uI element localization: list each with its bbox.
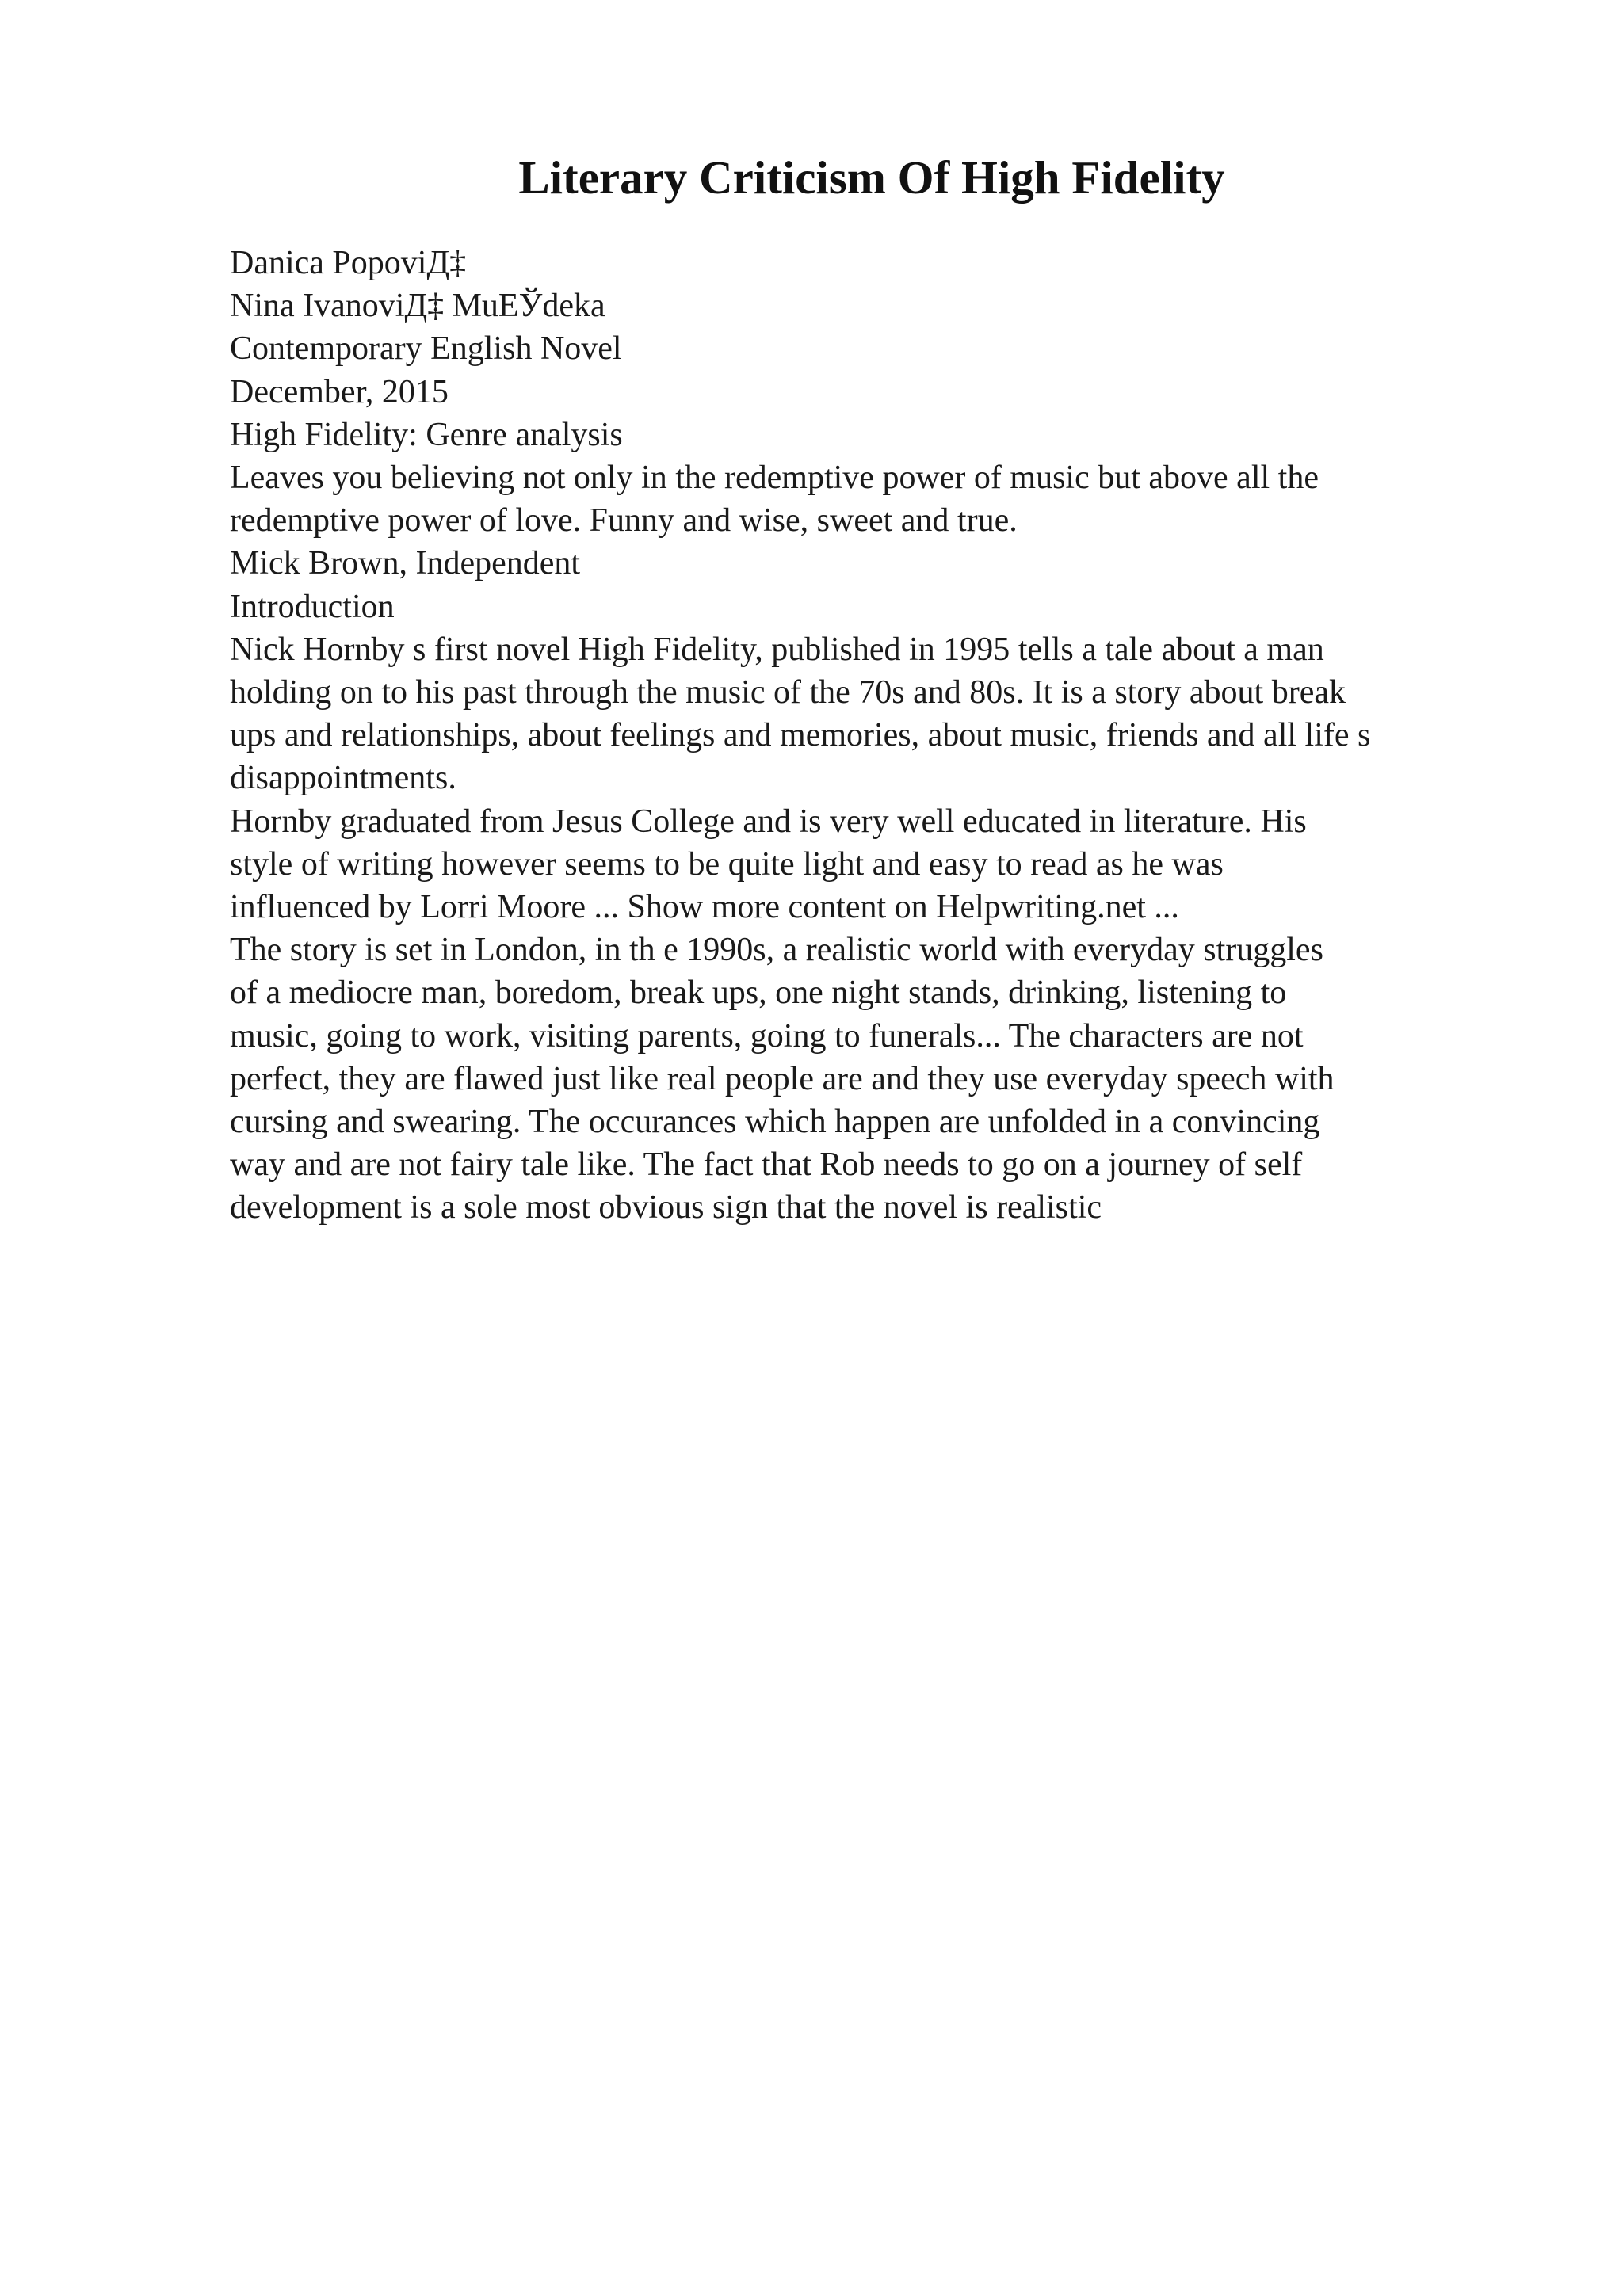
paragraph-line: ups and relationships, about feelings and memories, about music, friends and all life s (230, 717, 1371, 754)
paragraph-line: Nick Hornby s first novel High Fidelity, published in 1995 tells a tale about a man (230, 631, 1324, 668)
paragraph-line: influenced by Lorri Moore ... Show more content on Helpwriting.net ... (230, 889, 1179, 926)
subtitle-line: High Fidelity: Genre analysis (230, 416, 623, 453)
document-body (230, 242, 1514, 1230)
paragraph-line: of a mediocre man, boredom, break ups, one night stands, drinking, listening to (230, 974, 1287, 1012)
paragraph-line: The story is set in London, in th e 1990s, a realistic world with everyday struggles (230, 932, 1323, 969)
paragraph-line: music, going to work, visiting parents, going to funerals... The characters are not (230, 1017, 1304, 1055)
author-line: Danica PopoviД‡ (230, 245, 467, 281)
quote-attribution-line: Mick Brown, Independent (230, 545, 581, 582)
paragraph-line: Hornby graduated from Jesus College and is very well educated in literature. His (230, 803, 1307, 840)
date-line: December, 2015 (230, 373, 449, 410)
quote-line: Leaves you believing not only in the redemptive power of music but above all the (230, 460, 1319, 497)
paragraph-line: disappointments. (230, 760, 456, 797)
paragraph-line: way and are not fairy tale like. The fact that Rob needs to go on a journey of self (230, 1146, 1303, 1184)
paragraph-line: cursing and swearing. The occurances which happen are unfolded in a convincing (230, 1104, 1320, 1141)
instructor-line: Nina IvanoviД‡ MuЕЎdeka (230, 288, 605, 325)
paragraph-line: style of writing however seems to be quite light and easy to read as he was (230, 845, 1224, 883)
paragraph-line: holding on to his past through the music of the 70s and 80s. It is a story about break (230, 674, 1346, 711)
paragraph-line: perfect, they are flawed just like real people are and they use everyday speech with (230, 1060, 1335, 1097)
section-heading-line: Introduction (230, 588, 395, 625)
page-title: Literary Criticism Of High Fidelity (518, 151, 1225, 204)
quote-line: redemptive power of love. Funny and wise, sweet and true. (230, 502, 1018, 540)
course-line: Contemporary English Novel (230, 330, 622, 368)
paragraph-line: development is a sole most obvious sign that the novel is realistic (230, 1189, 1102, 1226)
